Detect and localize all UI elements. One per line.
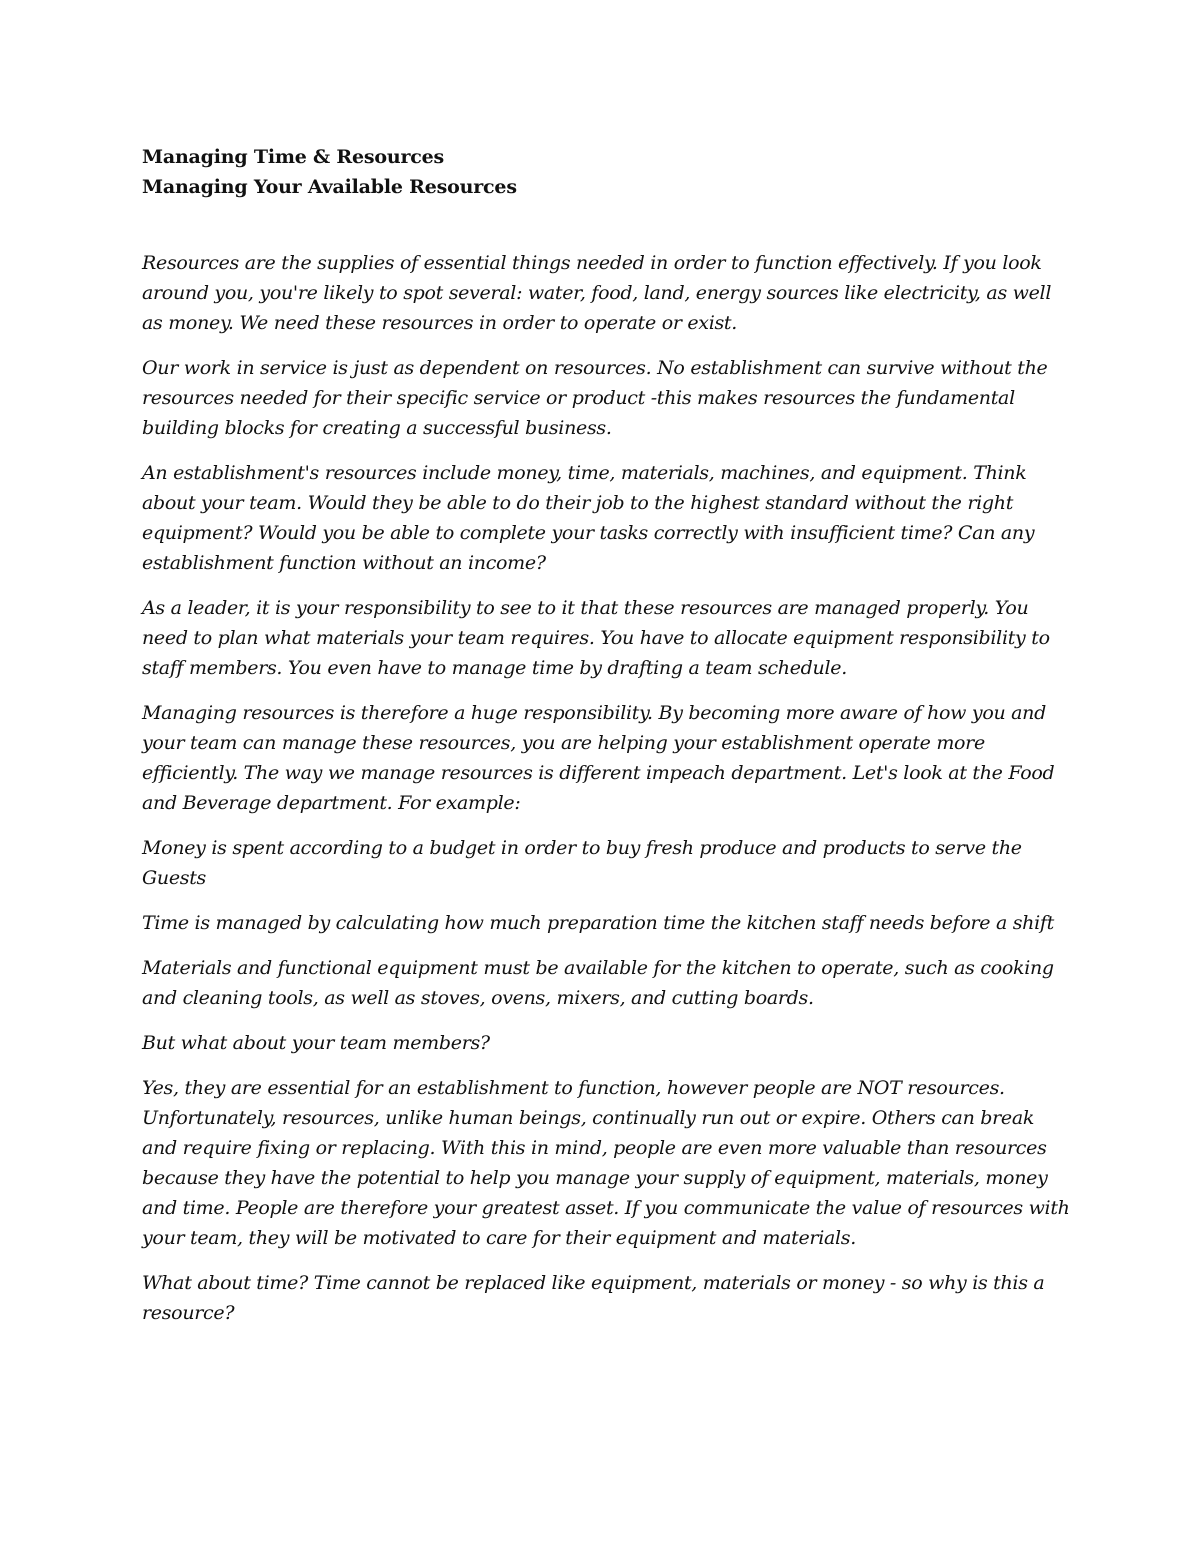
document-body — [142, 248, 1072, 1328]
paragraph: Our work in service is just as dependent on resources. No establishment can survive without the resources needed for their specific service or product -this makes resources the fundamental building blocks for creating a successful business. — [142, 357, 1048, 439]
document-title: Managing Time & Resources — [142, 146, 445, 168]
paragraph: As a leader, it is your responsibility to see to it that these resources are managed properly. You need to plan what materials your team requires. You have to allocate equipment responsibility to staff members. You even have to manage time by drafting a team schedule. — [142, 597, 1050, 679]
paragraph: An establishment's resources include money, time, materials, machines, and equipment. Think about your team. Would they be able to do their job to the highest standard without the right equipment? Would you be able to complete your tasks correctly with insufficient time? Can any establishment function without an income? — [142, 462, 1035, 574]
paragraph: Managing resources is therefore a huge responsibility. By becoming more aware of how you and your team can manage these resources, you are helping your establishment operate more efficiently. The way we manage resources is different impeach department. Let's look at the Food and Beverage department. For example: — [142, 702, 1055, 814]
paragraph: Money is spent according to a budget in order to buy fresh produce and products to serve the Guests — [142, 837, 1022, 889]
paragraph: But what about your team members? — [142, 1032, 490, 1054]
paragraph: Materials and functional equipment must be available for the kitchen to operate, such as cooking and cleaning tools, as well as stoves, ovens, mixers, and cutting boards. — [142, 957, 1054, 1009]
document-subtitle: Managing Your Available Resources — [142, 176, 517, 198]
paragraph: What about time? Time cannot be replaced like equipment, materials or money - so why is this a resource? — [142, 1272, 1045, 1324]
title-block — [142, 142, 1072, 202]
paragraph: Resources are the supplies of essential things needed in order to function effectively. If you look around you, you're likely to spot several: water, food, land, energy sources like electricity, as well as money. We need these resources in order to operate or exist. — [142, 252, 1052, 334]
paragraph: Yes, they are essential for an establishment to function, however people are NOT resources. Unfortunately, resources, unlike human beings, continually run out or expire. Others can break and require fixing or replacing. With this in mind, people are even more valuable than resources because they have the potential to help you manage your supply of equipment, materials, money and time. People are therefore your greatest asset. If you communicate the value of resources with your team, they will be motivated to care for their equipment and materials. — [142, 1077, 1070, 1249]
paragraph: Time is managed by calculating how much preparation time the kitchen staff needs before a shift — [142, 912, 1054, 934]
document-page — [142, 142, 1072, 1343]
